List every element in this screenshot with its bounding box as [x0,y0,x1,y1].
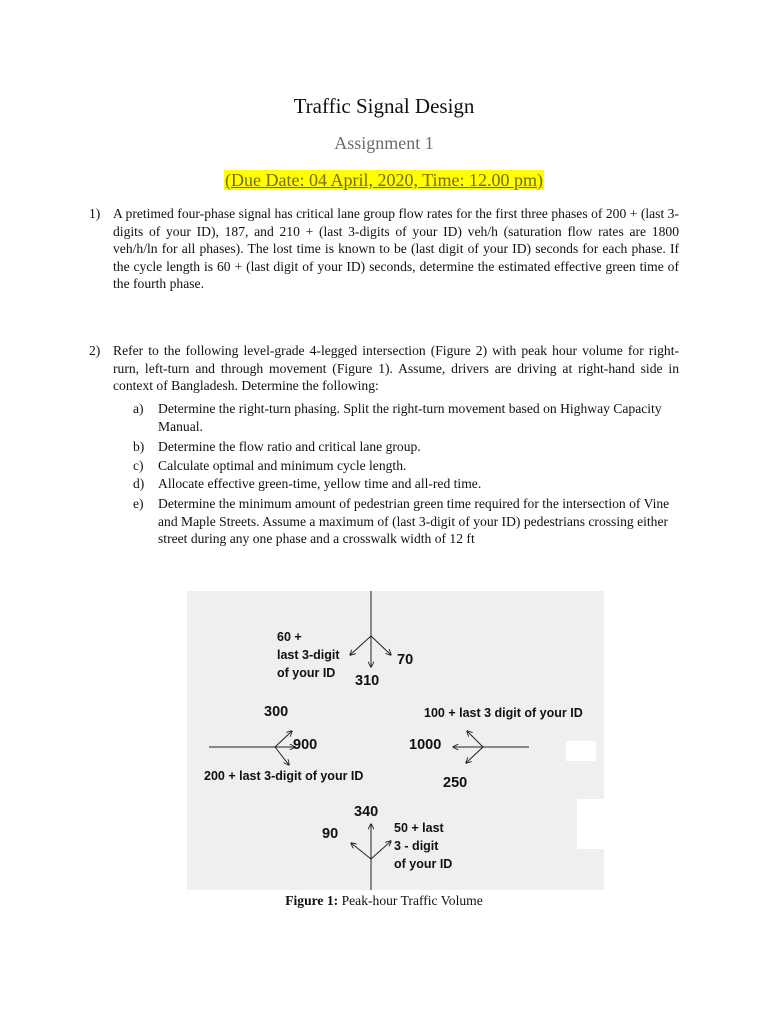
west-left-arrow [275,731,292,747]
subitem-e [133,495,679,548]
subitem-a [133,400,679,435]
east-right-arrow [467,731,483,747]
due-date-highlight: (Due Date: 04 April, 2020, Time: 12.00 pm) [225,170,543,190]
subitem-letter: a) [133,401,144,416]
west-right-arrow [275,747,289,765]
figure-caption-label: Figure 1: [285,893,339,908]
east-left-arrow [466,747,483,763]
north-through-volume: 310 [355,673,380,689]
subitem-d [133,475,679,493]
white-mark-top [566,741,596,761]
subitem-text: Calculate optimal and minimum cycle length. [158,458,407,473]
east-top-volume: 100 + last 3 digit of your ID [424,706,583,720]
north-left-arrow [350,636,371,655]
south-right-volume: 50 + last 3 - digit of your ID [394,821,453,871]
subitem-letter: d) [133,476,145,491]
west-top-volume: 300 [264,704,289,720]
south-through-volume: 340 [354,804,379,820]
north-right-volume: 70 [397,652,414,668]
assignment-subtitle: Assignment 1 [334,133,434,153]
subitem-text: Determine the minimum amount of pedestrian green time required for the intersection of Vine and Maple Streets. Assume a maximum of (last 3-digit of your ID) pedestrians crossing either street during any one phase and a crosswalk width of 12 ft [158,496,670,547]
west-bottom-volume: 200 + last 3-digit of your ID [204,769,364,783]
subitem-text: Allocate effective green-time, yellow time and all-red time. [158,476,482,491]
north-left-volume: 60 + last 3-digit of your ID [277,630,340,680]
west-through-volume: 900 [293,737,318,753]
subitem-letter: e) [133,496,144,511]
south-left-arrow [351,843,371,859]
subitem-letter: c) [133,458,144,473]
question-text: Refer to the following level-grade 4-legged intersection (Figure 2) with peak hour volume for right-rurn, left-turn and through movement (Figure 1). Assume, drivers are driving at right-hand side in context of Bangladesh. Determine the following: [113,343,679,394]
figure-caption-text: Peak-hour Traffic Volume [338,893,483,908]
white-mark-bottom [577,799,604,849]
question-2 [89,342,679,395]
south-right-arrow [371,841,391,859]
subitem-c [133,457,679,475]
subitem-letter: b) [133,439,145,454]
subitem-text: Determine the flow ratio and critical lane group. [158,439,421,454]
question-number: 1) [89,206,101,221]
east-bottom-volume: 250 [443,775,468,791]
figure-caption [0,893,768,909]
question-number: 2) [89,343,101,358]
subitem-b [133,438,679,456]
question-text: A pretimed four-phase signal has critical lane group flow rates for the first three phases of 200 + (last 3-digits of your ID), 187, and 210 + (last 3-digits of your ID) veh/h (saturation flow rates are 1800 veh/h/ln for all phases). The lost time is known to be (last digit of your ID) seconds for each phase. If the cycle length is 60 + (last digit of your ID) seconds, determine the estimated effective green time of the fourth phase. [113,206,679,292]
east-through-volume: 1000 [409,737,442,753]
subitem-text: Determine the right-turn phasing. Split the right-turn movement based on Highway Capacity Manual. [158,401,662,434]
due-date [0,170,768,191]
south-left-volume: 90 [322,826,339,842]
document-title: Traffic Signal Design [293,94,475,118]
question-1 [89,205,679,293]
traffic-volume-figure [187,591,604,890]
north-right-arrow [371,636,391,655]
